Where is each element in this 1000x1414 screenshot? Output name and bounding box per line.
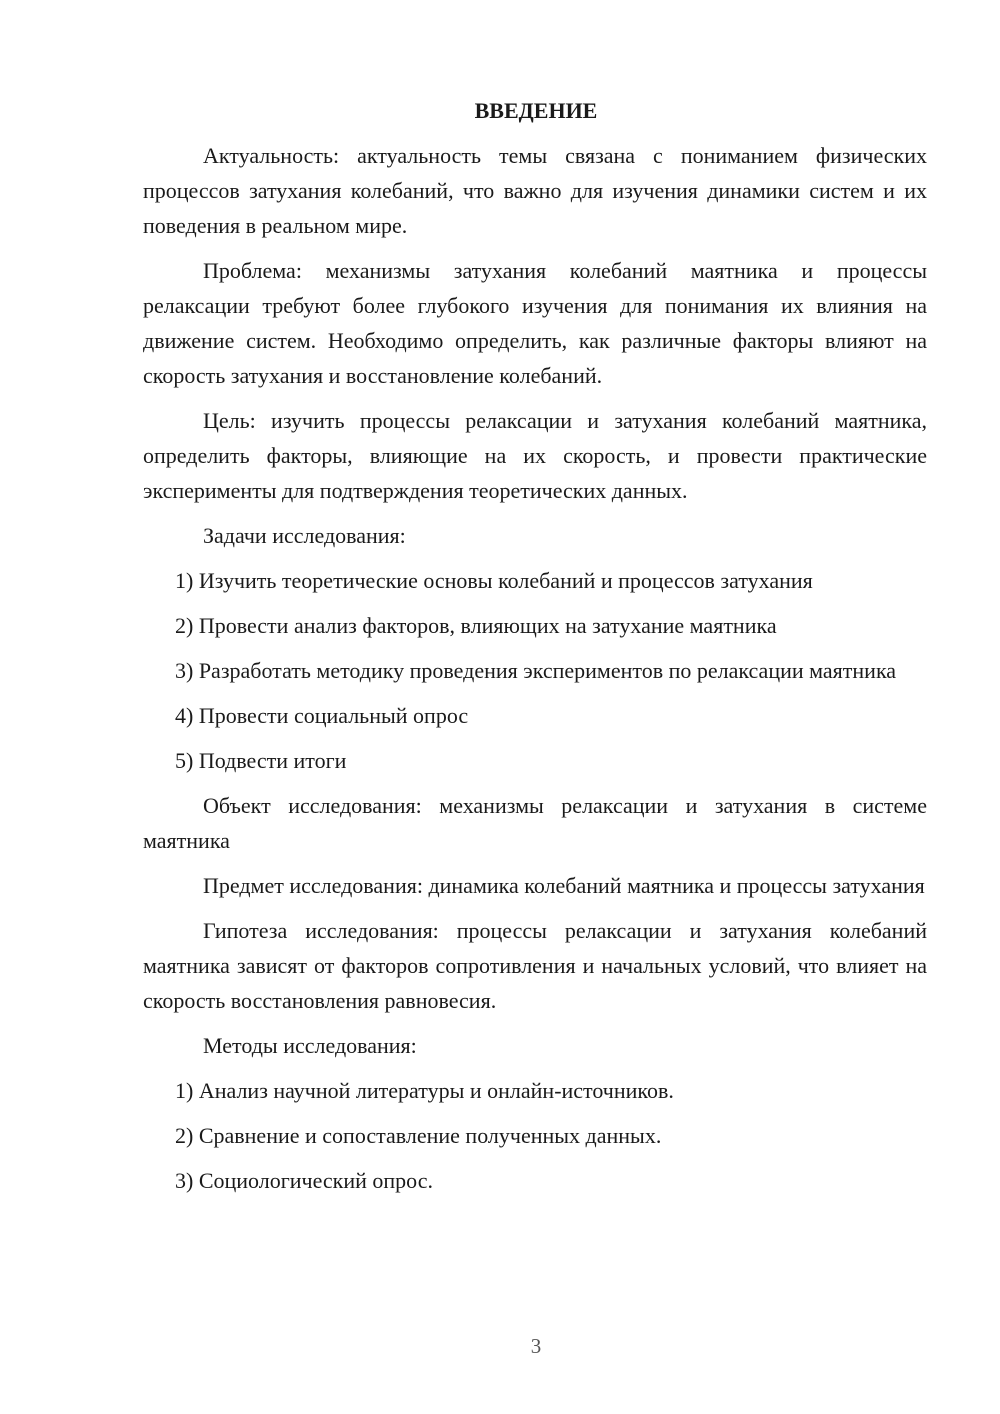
paragraph-problem: Проблема: механизмы затухания колебаний маятника и процессы релаксации требуют более глубокого изучения для понимания их влияния на движение систем. Необходимо определить, как различные факторы влияют на скорость затухания и восстановление колебаний. [143, 258, 927, 388]
task-item-1: 1) Изучить теоретические основы колебаний и процессов затухания [175, 568, 813, 593]
paragraph-goal: Цель: изучить процессы релаксации и затухания колебаний маятника, определить факторы, влияющие на их скорость, и провести практические эксперименты для подтверждения теоретических данных. [143, 408, 927, 503]
task-item-4: 4) Провести социальный опрос [175, 703, 469, 728]
paragraph-hypothesis: Гипотеза исследования: процессы релаксации и затухания колебаний маятника зависят от факторов сопротивления и начальных условий, что влияет на скорость восстановления равновесия. [143, 918, 927, 1013]
paragraph-object: Объект исследования: механизмы релаксации и затухания в системе маятника [143, 793, 927, 853]
paragraph-methods-heading: Методы исследования: [203, 1033, 417, 1058]
paragraph-subject: Предмет исследования: динамика колебаний маятника и процессы затухания [203, 873, 925, 898]
page-number: 3 [530, 1334, 542, 1358]
task-item-2: 2) Провести анализ факторов, влияющих на затухание маятника [175, 613, 777, 638]
paragraph-tasks-heading: Задачи исследования: [203, 523, 406, 548]
section-title: ВВЕДЕНИЕ [474, 98, 598, 123]
task-item-3: 3) Разработать методику проведения экспериментов по релаксации маятника [175, 658, 897, 683]
method-item-3: 3) Социологический опрос. [175, 1168, 433, 1193]
method-item-1: 1) Анализ научной литературы и онлайн-источников. [175, 1078, 674, 1103]
paragraph-relevance: Актуальность: актуальность темы связана с пониманием физических процессов затухания колебаний, что важно для изучения динамики систем и их поведения в реальном мире. [143, 143, 927, 238]
document-body [143, 96, 927, 1208]
task-item-5: 5) Подвести итоги [175, 748, 347, 773]
method-item-2: 2) Сравнение и сопоставление полученных данных. [175, 1123, 662, 1148]
